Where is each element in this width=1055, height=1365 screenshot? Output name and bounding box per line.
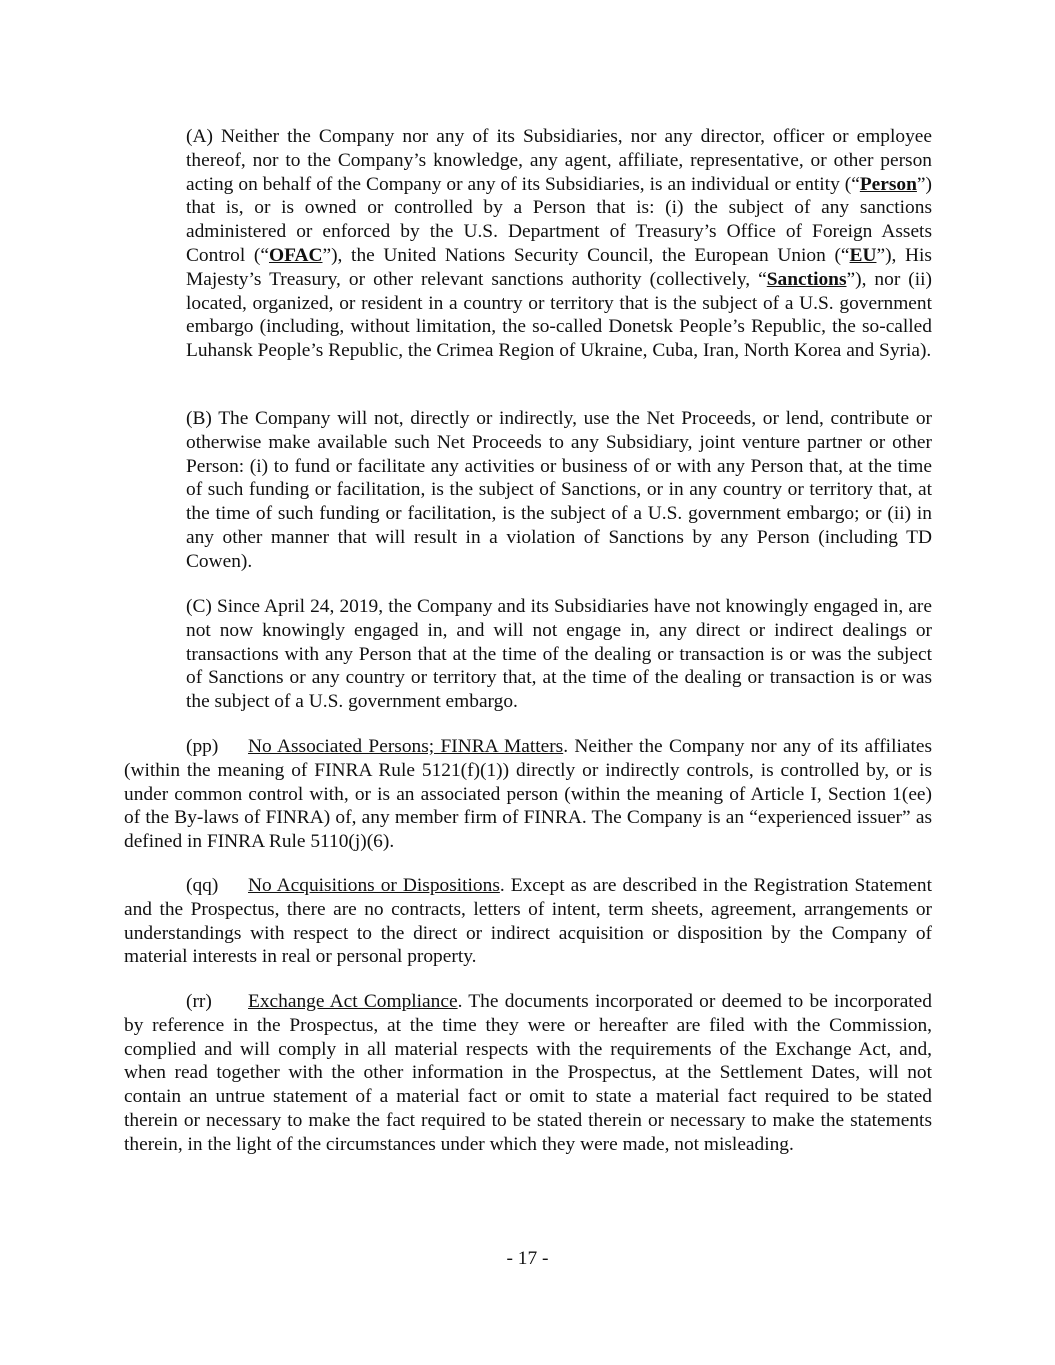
paragraph-c: (C) Since April 24, 2019, the Company and its Subsidiaries have not knowingly engaged in, are not now knowingly engaged in, and will not engage in, any direct or indirect dealings or transactions with any Person that at the time of the dealing or transaction is or was the subject of Sanctions or any country or territory that, at the time of the dealing or transaction is or was the subject of a U.S. government embargo. [186,596,932,713]
paragraph-b: (B) The Company will not, directly or indirectly, use the Net Proceeds, or lend, contribute or otherwise make available such Net Proceeds to any Subsidiary, joint venture partner or other Person: (i) to fund or facilitate any activities or business of or with any Person that, at the time of such funding or facilitation, is the subject of Sanctions, or in any country or territory that, at the time of such funding or facilitation, is the subject of a U.S. government embargo; or (ii) in any other manner that will result in a violation of Sanctions by any Person (including TD Cowen). [186,408,932,572]
paragraph-qq-heading: No Acquisitions or Dispositions [248,875,500,896]
paragraph-pp [124,735,932,854]
paragraph-pp-heading: No Associated Persons; FINRA Matters [248,736,564,757]
paragraph-qq-body: . Except as are described in the Registration Statement and the Prospectus, there are no contracts, letters of intent, term sheets, agreement, arrangements or understandings with respect to the direct or indirect acquisition or disposition by the Company of material interests in real or personal property. [124,875,932,968]
paragraph-rr-body: . The documents incorporated or deemed to be incorporated by reference in the Prospectus, at the time they were or hereafter are filed with the Commission, complied and will comply in all material respects with the requirements of the Exchange Act, and, when read together with the other information in the Prospectus, at the Settlement Dates, will not contain an untrue statement of a material fact or omit to state a material fact required to be stated therein or necessary to make the fact required to be stated therein or necessary to make the statements therein, in the light of the circumstances under which they were made, not misleading. [124,991,932,1155]
paragraph-rr-number: (rr) [186,991,212,1012]
paragraph-rr [124,990,932,1157]
paragraph-a-text-4: ”), His Majesty’s Treasury, or other relevant sanctions authority (collectively, “ [186,244,932,290]
page-number: - 17 - [506,1248,549,1269]
defined-term-ofac: OFAC [268,244,323,266]
paragraph-a-text-2: ”) that is, or is owned or controlled by a Person that is: (i) the subject of any sanctions administered or enforced by the U.S. Department of Treasury’s Office of Foreign Assets Control (“ [186,173,932,266]
defined-term-eu: EU [849,244,877,266]
paragraph-pp-body: . Neither the Company nor any of its affiliates (within the meaning of FINRA Rule 5121(f)(1)) directly or indirectly controls, is controlled by, or is under common control with, or is an associated person (within the meaning of Article I, Section 1(ee) of the By-laws of FINRA) of, any member firm of FINRA. The Company is an “experienced issuer” as defined in FINRA Rule 5110(j)(6). [124,736,932,853]
defined-term-person: Person [859,173,917,195]
paragraph-a-text-5: ”), nor (ii) located, organized, or resident in a country or territory that is the subject of a U.S. government embargo (including, without limitation, the so-called Donetsk People’s Republic, the so-called Luhansk People’s Republic, the Crimea Region of Ukraine, Cuba, Iran, North Korea and Syria). [186,268,932,362]
defined-term-sanctions: Sanctions [766,268,847,290]
paragraph-a-text-3: ”), the United Nations Security Council, the European Union (“ [322,244,850,266]
paragraph-rr-heading: Exchange Act Compliance [248,991,458,1012]
paragraph-a-text-1: (A) Neither the Company nor any of its Subsidiaries, nor any director, officer or employee thereof, nor to the Company’s knowledge, any agent, affiliate, representative, or other person acting on behalf of the Company or any of its Subsidiaries, is an individual or entity (“ [186,126,932,195]
paragraph-qq-number: (qq) [186,875,219,896]
paragraph-pp-number: (pp) [186,736,219,757]
paragraph-qq [124,874,932,969]
paragraph-a [186,125,932,363]
